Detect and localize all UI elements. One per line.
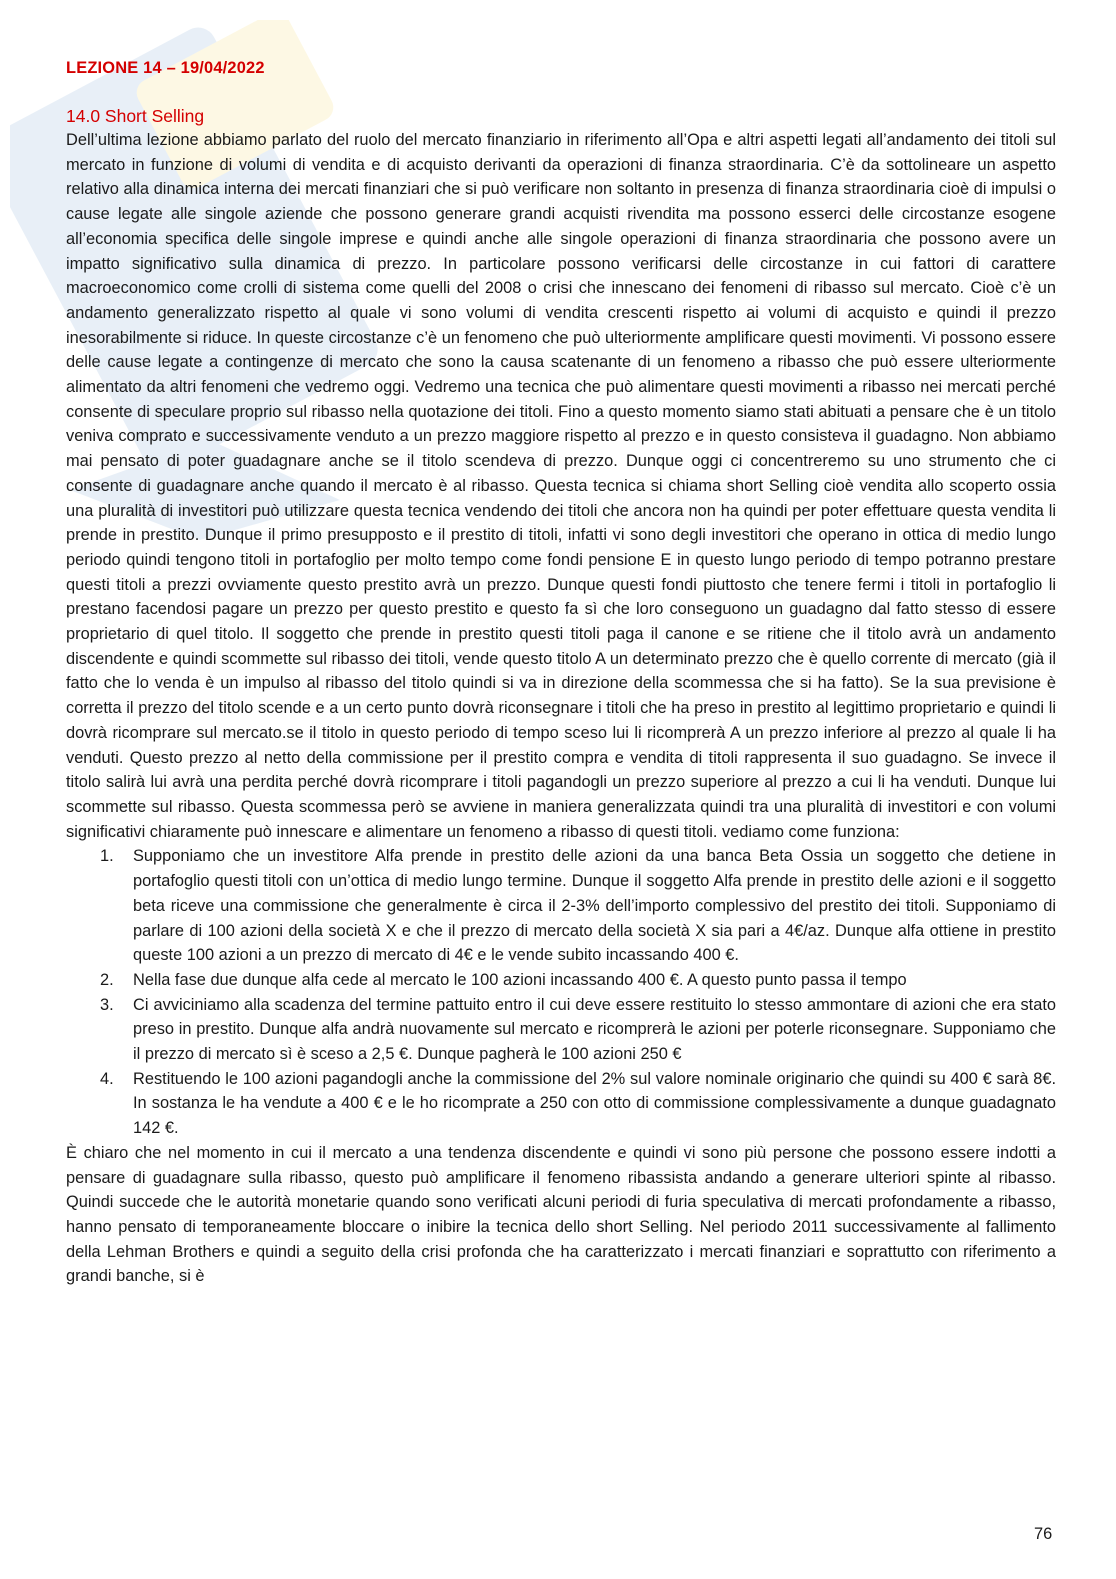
page-number: 76 — [1034, 1525, 1053, 1543]
document-body — [66, 128, 1056, 1289]
list-item-number: 3. — [100, 995, 114, 1014]
lesson-title: LEZIONE 14 – 19/04/2022 — [66, 59, 265, 77]
list-item-text: Ci avviciniamo alla scadenza del termine pattuito entro il cui deve essere restituito lo stesso ammontare di azioni che era stato preso in prestito. Dunque alfa andrà nuovamente sul mercato e ricomprerà le azioni per poterle riconsegnare. Supponiamo che il prezzo di mercato sì è sceso a 2,5 €. Dunque pagherà le 100 azioni 250 € — [133, 995, 1056, 1064]
list-item — [66, 968, 1056, 993]
list-item — [66, 844, 1056, 968]
list-item — [66, 1067, 1056, 1141]
section-title: 14.0 Short Selling — [66, 106, 205, 126]
list-item-text: Nella fase due dunque alfa cede al mercato le 100 azioni incassando 400 €. A questo punto passa il tempo — [133, 970, 907, 989]
list-item-number: 2. — [100, 970, 114, 989]
list-item-number: 4. — [100, 1069, 114, 1088]
list-item-number: 1. — [100, 847, 114, 866]
steps-list — [66, 844, 1056, 1140]
list-item-text: Supponiamo che un investitore Alfa prende in prestito delle azioni da una banca Beta Ossia un soggetto che detiene in portafoglio questi titoli con un’ottica di medio lungo termine. Dunque il soggetto Alfa prende in prestito delle azioni e il soggetto beta riceve una commissione che generalmente è circa il 2-3% dell’importo complessivo del prestito dei titoli. Supponiamo di parlare di 100 azioni della società X e che il prezzo di mercato della società X sia pari a 4€/az. Dunque alfa ottiene in prestito queste 100 azioni a un prezzo di mercato di 4€ e le vende subito incassando 400 €. — [133, 847, 1056, 965]
list-item-text: Restituendo le 100 azioni pagandogli anche la commissione del 2% sul valore nominale originario che quindi su 400 € sarà 8€. In sostanza le ha vendute a 400 € e le ho ricomprate a 250 con otto di commissione complessivamente a dunque guadagnato 142 €. — [133, 1069, 1056, 1138]
closing-paragraph: È chiaro che nel momento in cui il mercato a una tendenza discendente e quindi vi sono più persone che possono essere indotti a pensare di guadagnare sulla ribasso, questo può amplificare il fenomeno ribassista andando a generare ulteriori spinte al ribasso. Quindi succede che le autorità monetarie quando sono verificati alcuni periodi di furia speculativa di mercati profondamente a ribasso, hanno pensato di temporaneamente bloccare o inibire la tecnica dello short Selling. Nel periodo 2011 successivamente al fallimento della Lehman Brothers e quindi a seguito della crisi profonda che ha caratterizzato i mercati finanziari e soprattutto con riferimento a grandi banche, si è — [66, 1143, 1056, 1286]
list-item — [66, 993, 1056, 1067]
intro-paragraph: Dell’ultima lezione abbiamo parlato del ruolo del mercato finanziario in riferimento all’Opa e altri aspetti legati all’andamento dei titoli sul mercato in funzione di volumi di vendita e di acquisto derivanti da operazioni di finanza straordinaria. C’è da sottolineare un aspetto relativo alla dinamica interna dei mercati finanziari che si può verificare non soltanto in presenza di finanza straordinaria cioè di impulsi o cause legate alle singole aziende che possono generare grandi acquisti rivendita ma possono esserci delle circostanze esogene all’economia specifica delle singole imprese e quindi anche alle singole operazioni di finanza straordinaria che possono avere un impatto significativo sulla dinamica di prezzo. In particolare possono verificarsi delle circostanze in cui fattori di carattere macroeconomico come crolli di sistema come quelli del 2008 o crisi che innescano dei fenomeni di ribasso sul mercato. Cioè c’è un andamento generalizzato rispetto al quale vi sono volumi di vendita crescenti rispetto ai volumi di acquisto e quindi il prezzo inesorabilmente si riduce. In queste circostanze c’è un fenomeno che può ulteriormente amplificare questi movimenti. Vi possono essere delle cause legate a contingenze di mercato che sono la causa scatenante di un fenomeno a ribasso che può essere ulteriormente alimentato da altri fenomeni che vedremo oggi. Vedremo una tecnica che può alimentare questi movimenti a ribasso nei mercati perché consente di speculare proprio sul ribasso nella quotazione dei titoli. Fino a questo momento siamo stati abituati a pensare che è un titolo veniva comprato e successivamente venduto a un prezzo maggiore rispetto al prezzo e in questo consisteva il guadagno. Non abbiamo mai pensato di poter guadagnare anche se il titolo scendeva di prezzo. Dunque oggi ci concentreremo su uno strumento che ci consente di guadagnare anche quando il mercato è al ribasso. Questa tecnica si chiama short Selling cioè vendita allo scoperto ossia una pluralità di investitori può utilizzare questa tecnica vendendo dei titoli che ancora non ha quindi per poter effettuare questa vendita li prende in prestito. Dunque il primo presupposto e il prestito di titoli, infatti vi sono degli investitori che operano in ottica di medio lungo periodo quindi tengono titoli in portafoglio per molto tempo come fondi pensione E in questo lungo periodo di tempo potranno prestare questi titoli a prezzi ovviamente questo prestito avrà un prezzo. Dunque questi fondi piuttosto che tenere fermi i titoli in portafoglio li prestano facendosi pagare un prezzo per questo prestito e questo fa sì che loro conseguono un guadagno dal fatto stesso di essere proprietario di quel titolo. Il soggetto che prende in prestito questi titoli paga il canone e se ritiene che il titolo avrà un andamento discendente e quindi scommette sul ribasso dei titoli, vende questo titolo A un determinato prezzo che è quello corrente di mercato (già il fatto che lo venda è un impulso al ribasso del titolo quindi si va in direzione della scommessa che si ha fatto). Se la sua previsione è corretta il prezzo del titolo scende e a un certo punto dovrà riconsegnare i titoli che ha preso in prestito al legittimo proprietario e quindi li dovrà ricomprare sul mercato.se il titolo in questo periodo di tempo sceso lui li ricomprerà A un prezzo inferiore al prezzo al quale li ha venduti. Questo prezzo al netto della commissione per il prestito compra e vendita di titoli rappresenta il suo guadagno. Se invece il titolo salirà lui avrà una perdita perché dovrà ricomprare i titoli pagandogli un prezzo superiore al prezzo a cui li ha venduti. Dunque lui scommette sul ribasso. Questa scommessa però se avviene in maniera generalizzata quindi tra una pluralità di investitori e con volumi significativi chiaramente può innescare e alimentare un fenomeno a ribasso di questi titoli. vediamo come funziona: — [66, 131, 1056, 841]
